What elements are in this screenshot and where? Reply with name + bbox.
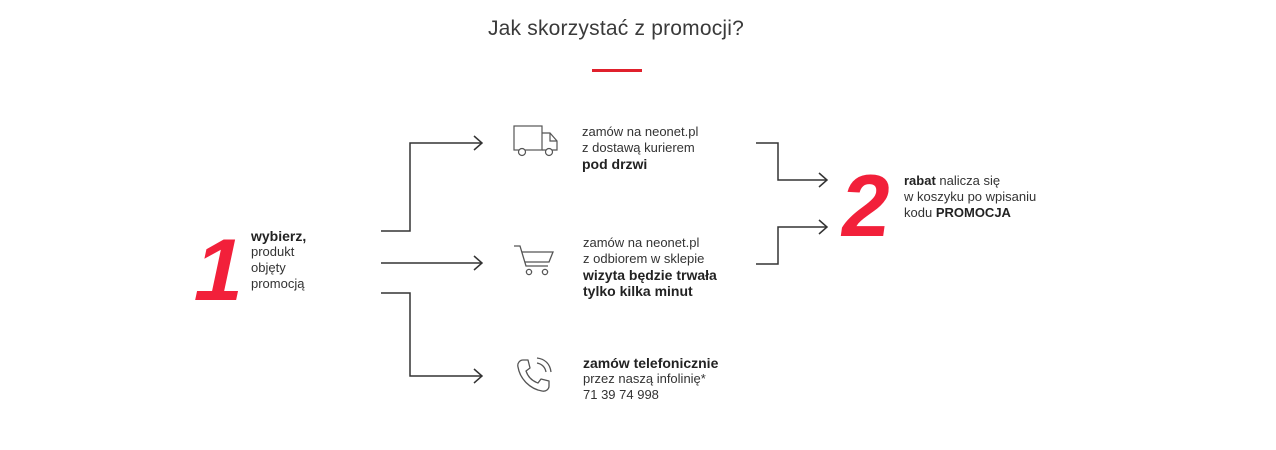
option-courier-bold: pod drzwi xyxy=(582,156,648,172)
option-store-pickup-text xyxy=(583,235,717,299)
step-1-line4: promocją xyxy=(251,276,305,291)
option-phone-bold: zamów telefonicznie xyxy=(583,355,719,371)
phone-icon xyxy=(515,357,553,395)
option-store-bold1: wizyta będzie trwała xyxy=(583,267,717,283)
option-courier-text xyxy=(582,124,698,172)
promo-code: PROMOCJA xyxy=(935,205,1011,220)
step-2-line1 xyxy=(904,173,1036,189)
delivery-truck-icon xyxy=(512,124,560,160)
shopping-cart-icon xyxy=(512,243,556,279)
connector-option2-step2 xyxy=(756,227,827,264)
option-phone-text xyxy=(583,355,718,403)
connector-step1-option1 xyxy=(381,143,482,231)
option-store-line2: z odbiorem w sklepie xyxy=(583,251,705,266)
option-phone-number: 71 39 74 998 xyxy=(583,387,659,402)
option-store-line1: zamów na neonet.pl xyxy=(583,235,700,250)
step-1-bold: wybierz, xyxy=(251,228,307,244)
option-courier-line1: zamów na neonet.pl xyxy=(582,124,699,139)
step-2-line3 xyxy=(904,205,1036,221)
step-2-bold-word: rabat xyxy=(904,173,936,188)
connector-option1-step2 xyxy=(756,143,827,180)
option-store-bold2: tylko kilka minut xyxy=(583,283,693,299)
connector-step1-option3 xyxy=(381,293,482,376)
step-2-number: 2 xyxy=(835,156,894,255)
step-2-text xyxy=(904,173,1036,221)
step-2-line2: w koszyku po wpisaniu xyxy=(904,189,1037,204)
step-1-text xyxy=(251,228,306,292)
page-title: Jak skorzystać z promocji? xyxy=(487,17,745,40)
step-1-number: 1 xyxy=(185,220,252,319)
step-2-line3-prefix: kodu xyxy=(904,205,936,220)
step-2-line1-rest: nalicza się xyxy=(935,173,1001,188)
option-phone-line2: przez naszą infolinię* xyxy=(583,371,706,386)
step-1-line2: produkt xyxy=(251,244,295,259)
option-courier-line2: z dostawą kurierem xyxy=(582,140,695,155)
step-1-line3: objęty xyxy=(251,260,286,275)
